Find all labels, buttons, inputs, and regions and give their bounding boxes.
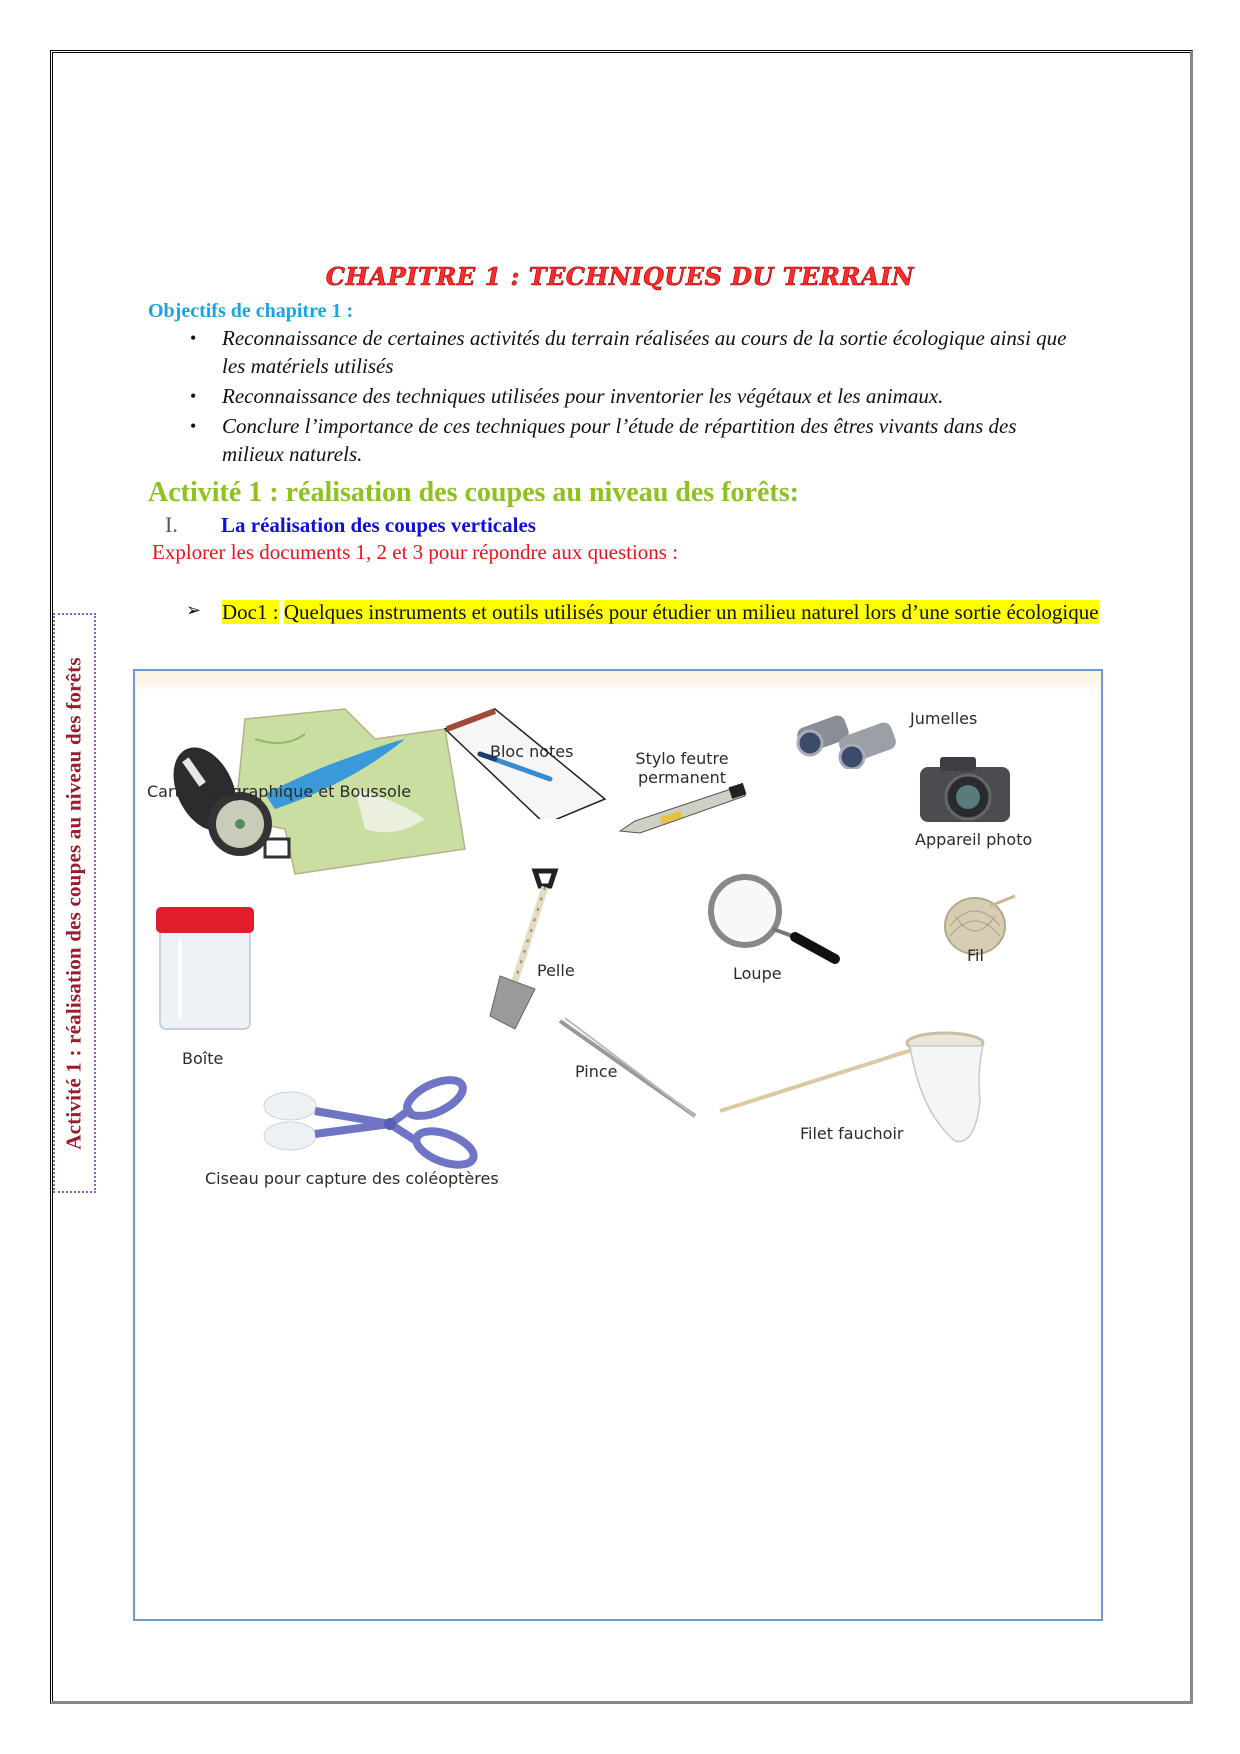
doc1-figure [133,669,1103,1621]
doc1-caption [186,598,1106,626]
label-jumelles: Jumelles [910,709,978,728]
spacer [145,1092,146,1093]
shovel-icon [455,861,575,1036]
objective-text: Conclure l’importance de ces techniques pour l’étude de répartition des êtres vivants dans des milieux naturels. [222,414,1017,466]
specimen-jar-icon [150,899,270,1039]
section-number: I. [165,512,178,537]
objective-text: Reconnaissance de certaines activités du terrain réalisées au cours de la sortie écologique ainsi que les matériels utilisés [222,326,1067,378]
chapter-title [0,262,1240,291]
bullet-icon: • [190,328,197,348]
magnifying-glass-icon [695,871,865,971]
label-pelle: Pelle [537,961,575,980]
side-tab-label: Activité 1 : réalisation des coupes au niveau des forêts [62,656,86,1150]
arrow-bullet-icon: ➢ [186,600,202,621]
chapter-title-text: CHAPITRE 1 : TECHNIQUES DU TERRAIN [325,262,915,291]
label-stylo-line2: permanent [637,768,727,787]
label-appareil-photo: Appareil photo [915,830,1033,849]
label-ciseau: Ciseau pour capture des coléoptères [205,1169,499,1188]
instruction-text: Explorer les documents 1, 2 et 3 pour répondre aux questions : [152,540,679,564]
label-filet-fauchoir: Filet fauchoir [800,1124,904,1143]
label-loupe: Loupe [733,964,782,983]
bullet-icon: • [190,416,197,436]
activity-title: Activité 1 : réalisation des coupes au niveau des forêts: [148,477,799,508]
objectives-heading: Objectifs de chapitre 1 : [148,300,354,322]
bullet-icon: • [190,386,197,406]
section-title: La réalisation des coupes verticales [221,513,536,537]
insect-aspirator-photo [145,1095,375,1255]
doc1-label: Doc1 : [222,600,279,624]
label-pince: Pince [575,1062,618,1081]
objective-item [180,324,1080,380]
side-tab [53,613,96,1193]
section-heading [165,512,536,538]
label-stylo [627,749,737,787]
label-boite: Boîte [182,1049,224,1068]
figure-top-band [135,671,1101,697]
label-carte-boussole: Carte topographique et Boussole [147,782,412,801]
camera-icon [910,749,1020,829]
doc1-caption-text: Quelques instruments et outils utilisés pour étudier un milieu naturel lors d’une sortie écologique [283,600,1099,624]
objectives-list [180,324,1080,470]
objective-text: Reconnaissance des techniques utilisées pour inventorier les végétaux et les animaux. [222,384,944,408]
label-stylo-line1: Stylo feutre [635,749,729,768]
objective-item [180,382,1080,410]
objective-item [180,412,1080,468]
marker-pen-icon [615,781,755,841]
label-fil: Fil [967,946,984,965]
label-bloc-notes: Bloc notes [490,742,574,761]
binoculars-icon [790,699,910,769]
